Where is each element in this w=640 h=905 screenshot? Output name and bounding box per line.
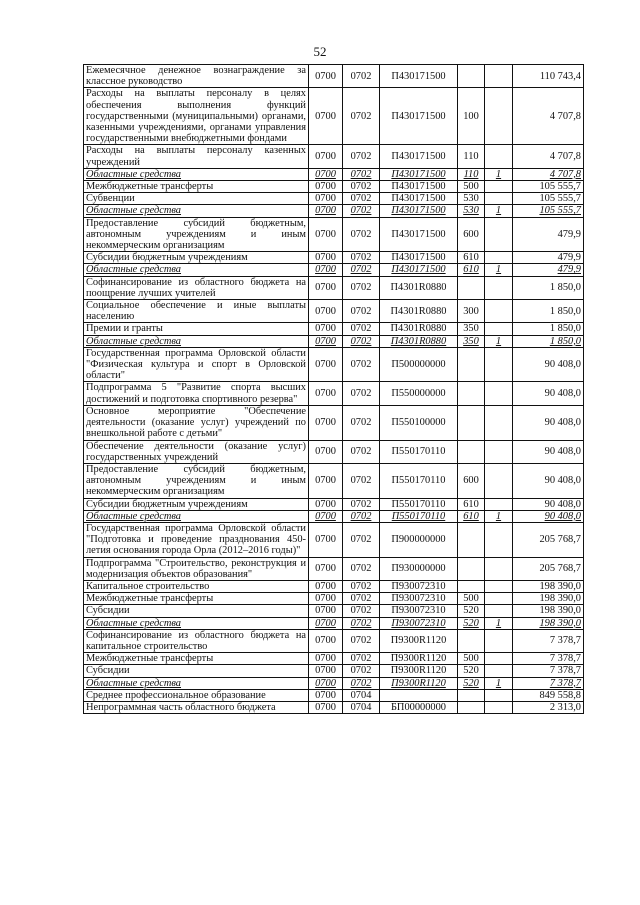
row-name-cell: Среднее профессиональное образование (84, 689, 309, 701)
expense-type-cell: 350 (458, 323, 485, 335)
subsection-code-cell: 0702 (343, 498, 380, 510)
section-code-cell: 0700 (309, 653, 343, 665)
table-row (84, 510, 584, 522)
amount-cell: 1 850,0 (513, 323, 584, 335)
funding-source-cell (485, 653, 513, 665)
funding-source-cell (485, 557, 513, 580)
expense-type-cell: 610 (458, 264, 485, 276)
table-row (84, 605, 584, 617)
section-code-cell: 0700 (309, 252, 343, 264)
table-row (84, 382, 584, 405)
expense-type-cell: 520 (458, 605, 485, 617)
row-name-cell: Областные средства (84, 677, 309, 689)
target-article-cell: П430171500 (380, 264, 458, 276)
target-article-cell: П430171500 (380, 168, 458, 180)
budget-table (83, 64, 584, 714)
subsection-code-cell: 0702 (343, 617, 380, 629)
target-article-cell: П550100000 (380, 405, 458, 440)
section-code-cell: 0700 (309, 510, 343, 522)
target-article-cell: П4301R0880 (380, 335, 458, 347)
funding-source-cell (485, 629, 513, 652)
amount-cell: 205 768,7 (513, 557, 584, 580)
amount-cell: 105 555,7 (513, 181, 584, 193)
subsection-code-cell: 0702 (343, 580, 380, 592)
amount-cell: 90 408,0 (513, 440, 584, 463)
row-name-cell: Подпрограмма 5 "Развитие спорта высших достижений и подготовка спортивного резерва" (84, 382, 309, 405)
row-name-cell: Предоставление субсидий бюджетным, автономным учреждениям и иным некоммерческим организациям (84, 463, 309, 498)
target-article-cell (380, 689, 458, 701)
section-code-cell: 0700 (309, 463, 343, 498)
row-name-cell: Межбюджетные трансферты (84, 181, 309, 193)
section-code-cell: 0700 (309, 629, 343, 652)
target-article-cell: П430171500 (380, 88, 458, 145)
target-article-cell: П550170110 (380, 463, 458, 498)
subsection-code-cell: 0702 (343, 557, 380, 580)
row-name-cell: Предоставление субсидий бюджетным, автономным учреждениям и иным некоммерческим организациям (84, 217, 309, 252)
table-row (84, 405, 584, 440)
funding-source-cell (485, 605, 513, 617)
row-name-cell: Премии и гранты (84, 323, 309, 335)
row-name-cell: Капитальное строительство (84, 580, 309, 592)
row-name-cell: Областные средства (84, 205, 309, 217)
target-article-cell: П430171500 (380, 252, 458, 264)
section-code-cell: 0700 (309, 665, 343, 677)
expense-type-cell (458, 701, 485, 713)
row-name-cell: Субсидии бюджетным учреждениям (84, 498, 309, 510)
expense-type-cell: 520 (458, 677, 485, 689)
amount-cell: 198 390,0 (513, 580, 584, 592)
section-code-cell: 0700 (309, 276, 343, 299)
subsection-code-cell: 0702 (343, 463, 380, 498)
table-row (84, 498, 584, 510)
expense-type-cell (458, 629, 485, 652)
row-name-cell: Софинансирование из областного бюджета на капитальное строительство (84, 629, 309, 652)
subsection-code-cell: 0702 (343, 193, 380, 205)
expense-type-cell: 610 (458, 510, 485, 522)
funding-source-cell: 1 (485, 617, 513, 629)
page-number: 52 (313, 44, 327, 59)
funding-source-cell (485, 252, 513, 264)
section-code-cell: 0700 (309, 605, 343, 617)
table-row (84, 335, 584, 347)
subsection-code-cell: 0702 (343, 205, 380, 217)
section-code-cell: 0700 (309, 557, 343, 580)
section-code-cell: 0700 (309, 617, 343, 629)
section-code-cell: 0700 (309, 88, 343, 145)
target-article-cell: П430171500 (380, 193, 458, 205)
table-row (84, 593, 584, 605)
section-code-cell: 0700 (309, 300, 343, 323)
subsection-code-cell: 0702 (343, 276, 380, 299)
expense-type-cell: 110 (458, 145, 485, 168)
subsection-code-cell: 0702 (343, 217, 380, 252)
expense-type-cell: 520 (458, 617, 485, 629)
section-code-cell: 0700 (309, 65, 343, 88)
table-row (84, 689, 584, 701)
subsection-code-cell: 0704 (343, 689, 380, 701)
expense-type-cell: 500 (458, 181, 485, 193)
funding-source-cell (485, 498, 513, 510)
amount-cell: 110 743,4 (513, 65, 584, 88)
table-row (84, 617, 584, 629)
row-name-cell: Расходы на выплаты персоналу казенных учреждений (84, 145, 309, 168)
section-code-cell: 0700 (309, 382, 343, 405)
target-article-cell: П4301R0880 (380, 300, 458, 323)
amount-cell: 198 390,0 (513, 605, 584, 617)
subsection-code-cell: 0702 (343, 252, 380, 264)
section-code-cell: 0700 (309, 677, 343, 689)
subsection-code-cell: 0702 (343, 181, 380, 193)
expense-type-cell: 610 (458, 252, 485, 264)
table-row (84, 205, 584, 217)
funding-source-cell (485, 701, 513, 713)
target-article-cell: П900000000 (380, 522, 458, 557)
target-article-cell: П930000000 (380, 557, 458, 580)
target-article-cell: П430171500 (380, 217, 458, 252)
section-code-cell: 0700 (309, 217, 343, 252)
target-article-cell: П550170110 (380, 440, 458, 463)
subsection-code-cell: 0702 (343, 335, 380, 347)
row-name-cell: Субсидии (84, 605, 309, 617)
target-article-cell: П930072310 (380, 617, 458, 629)
amount-cell: 90 408,0 (513, 382, 584, 405)
target-article-cell: П930072310 (380, 580, 458, 592)
target-article-cell: П430171500 (380, 65, 458, 88)
table-row (84, 557, 584, 580)
row-name-cell: Областные средства (84, 510, 309, 522)
amount-cell: 4 707,8 (513, 88, 584, 145)
amount-cell: 90 408,0 (513, 510, 584, 522)
funding-source-cell (485, 382, 513, 405)
section-code-cell: 0700 (309, 440, 343, 463)
section-code-cell: 0700 (309, 193, 343, 205)
subsection-code-cell: 0702 (343, 665, 380, 677)
row-name-cell: Основное мероприятие "Обеспечение деятельности (оказание услуг) учреждений по внешкольной работе с детьми" (84, 405, 309, 440)
section-code-cell: 0700 (309, 145, 343, 168)
subsection-code-cell: 0702 (343, 440, 380, 463)
subsection-code-cell: 0704 (343, 701, 380, 713)
expense-type-cell (458, 557, 485, 580)
amount-cell: 90 408,0 (513, 463, 584, 498)
subsection-code-cell: 0702 (343, 300, 380, 323)
section-code-cell: 0700 (309, 181, 343, 193)
section-code-cell: 0700 (309, 335, 343, 347)
table-row (84, 522, 584, 557)
row-name-cell: Субсидии бюджетным учреждениям (84, 252, 309, 264)
section-code-cell: 0700 (309, 498, 343, 510)
section-code-cell: 0700 (309, 168, 343, 180)
table-row (84, 88, 584, 145)
expense-type-cell: 350 (458, 335, 485, 347)
amount-cell: 1 850,0 (513, 300, 584, 323)
subsection-code-cell: 0702 (343, 653, 380, 665)
target-article-cell: П9300R1120 (380, 653, 458, 665)
table-row (84, 181, 584, 193)
funding-source-cell (485, 276, 513, 299)
expense-type-cell (458, 405, 485, 440)
expense-type-cell (458, 347, 485, 382)
funding-source-cell: 1 (485, 677, 513, 689)
table-row (84, 276, 584, 299)
funding-source-cell (485, 463, 513, 498)
funding-source-cell (485, 593, 513, 605)
section-code-cell: 0700 (309, 580, 343, 592)
target-article-cell: П430171500 (380, 205, 458, 217)
section-code-cell: 0700 (309, 323, 343, 335)
expense-type-cell (458, 689, 485, 701)
expense-type-cell: 100 (458, 88, 485, 145)
amount-cell: 479,9 (513, 252, 584, 264)
funding-source-cell (485, 347, 513, 382)
row-name-cell: Межбюджетные трансферты (84, 593, 309, 605)
target-article-cell: П930072310 (380, 605, 458, 617)
amount-cell: 7 378,7 (513, 629, 584, 652)
subsection-code-cell: 0702 (343, 593, 380, 605)
row-name-cell: Социальное обеспечение и иные выплаты населению (84, 300, 309, 323)
amount-cell: 205 768,7 (513, 522, 584, 557)
target-article-cell: П550170110 (380, 498, 458, 510)
row-name-cell: Областные средства (84, 264, 309, 276)
funding-source-cell: 1 (485, 510, 513, 522)
table-row (84, 677, 584, 689)
table-row (84, 65, 584, 88)
funding-source-cell (485, 689, 513, 701)
row-name-cell: Софинансирование из областного бюджета на поощрение лучших учителей (84, 276, 309, 299)
amount-cell: 7 378,7 (513, 653, 584, 665)
amount-cell: 2 313,0 (513, 701, 584, 713)
funding-source-cell: 1 (485, 205, 513, 217)
subsection-code-cell: 0702 (343, 347, 380, 382)
row-name-cell: Субвенции (84, 193, 309, 205)
funding-source-cell: 1 (485, 168, 513, 180)
subsection-code-cell: 0702 (343, 382, 380, 405)
row-name-cell: Непрограммная часть областного бюджета (84, 701, 309, 713)
table-row (84, 264, 584, 276)
funding-source-cell (485, 440, 513, 463)
table-row (84, 217, 584, 252)
expense-type-cell: 500 (458, 653, 485, 665)
amount-cell: 90 408,0 (513, 498, 584, 510)
target-article-cell: П4301R0880 (380, 276, 458, 299)
subsection-code-cell: 0702 (343, 405, 380, 440)
section-code-cell: 0700 (309, 593, 343, 605)
target-article-cell: П550000000 (380, 382, 458, 405)
amount-cell: 7 378,7 (513, 665, 584, 677)
target-article-cell: П430171500 (380, 181, 458, 193)
row-name-cell: Субсидии (84, 665, 309, 677)
table-row (84, 347, 584, 382)
subsection-code-cell: 0702 (343, 145, 380, 168)
expense-type-cell: 530 (458, 193, 485, 205)
row-name-cell: Областные средства (84, 617, 309, 629)
table-row (84, 300, 584, 323)
expense-type-cell (458, 276, 485, 299)
target-article-cell: П930072310 (380, 593, 458, 605)
amount-cell: 479,9 (513, 217, 584, 252)
expense-type-cell (458, 580, 485, 592)
target-article-cell: БП00000000 (380, 701, 458, 713)
row-name-cell: Межбюджетные трансферты (84, 653, 309, 665)
amount-cell: 90 408,0 (513, 347, 584, 382)
amount-cell: 4 707,8 (513, 168, 584, 180)
section-code-cell: 0700 (309, 205, 343, 217)
table-row (84, 463, 584, 498)
budget-table-body (84, 65, 584, 714)
table-row (84, 323, 584, 335)
target-article-cell: П430171500 (380, 145, 458, 168)
expense-type-cell (458, 65, 485, 88)
section-code-cell: 0700 (309, 522, 343, 557)
row-name-cell: Подпрограмма "Строительство, реконструкция и модернизация объектов образования" (84, 557, 309, 580)
funding-source-cell (485, 405, 513, 440)
funding-source-cell (485, 193, 513, 205)
funding-source-cell (485, 88, 513, 145)
amount-cell: 1 850,0 (513, 276, 584, 299)
row-name-cell: Государственная программа Орловской области "Подготовка и проведение празднования 450-летия основания города Орла (2012–2016 годы)" (84, 522, 309, 557)
subsection-code-cell: 0702 (343, 510, 380, 522)
table-row (84, 252, 584, 264)
row-name-cell: Ежемесячное денежное вознаграждение за классное руководство (84, 65, 309, 88)
table-row (84, 629, 584, 652)
amount-cell: 105 555,7 (513, 193, 584, 205)
target-article-cell: П500000000 (380, 347, 458, 382)
funding-source-cell (485, 323, 513, 335)
expense-type-cell: 600 (458, 217, 485, 252)
table-row (84, 440, 584, 463)
section-code-cell: 0700 (309, 405, 343, 440)
funding-source-cell (485, 665, 513, 677)
funding-source-cell (485, 145, 513, 168)
section-code-cell: 0700 (309, 689, 343, 701)
target-article-cell: П550170110 (380, 510, 458, 522)
amount-cell: 198 390,0 (513, 593, 584, 605)
funding-source-cell (485, 217, 513, 252)
subsection-code-cell: 0702 (343, 264, 380, 276)
target-article-cell: П4301R0880 (380, 323, 458, 335)
amount-cell: 90 408,0 (513, 405, 584, 440)
amount-cell: 105 555,7 (513, 205, 584, 217)
table-row (84, 145, 584, 168)
expense-type-cell: 520 (458, 665, 485, 677)
expense-type-cell (458, 440, 485, 463)
funding-source-cell: 1 (485, 264, 513, 276)
table-row (84, 701, 584, 713)
expense-type-cell (458, 382, 485, 405)
subsection-code-cell: 0702 (343, 605, 380, 617)
target-article-cell: П9300R1120 (380, 677, 458, 689)
subsection-code-cell: 0702 (343, 522, 380, 557)
table-row (84, 665, 584, 677)
row-name-cell: Расходы на выплаты персоналу в целях обеспечения выполнения функций государственными (муниципальными) органами, казенными учреждениями, органами управления государственными внебюджетными фондами (84, 88, 309, 145)
funding-source-cell (485, 522, 513, 557)
funding-source-cell (485, 65, 513, 88)
row-name-cell: Областные средства (84, 168, 309, 180)
funding-source-cell (485, 181, 513, 193)
funding-source-cell (485, 580, 513, 592)
table-row (84, 580, 584, 592)
target-article-cell: П9300R1120 (380, 665, 458, 677)
subsection-code-cell: 0702 (343, 65, 380, 88)
amount-cell: 198 390,0 (513, 617, 584, 629)
subsection-code-cell: 0702 (343, 88, 380, 145)
expense-type-cell (458, 522, 485, 557)
funding-source-cell (485, 300, 513, 323)
subsection-code-cell: 0702 (343, 323, 380, 335)
amount-cell: 7 378,7 (513, 677, 584, 689)
amount-cell: 849 558,8 (513, 689, 584, 701)
expense-type-cell: 600 (458, 463, 485, 498)
table-row (84, 193, 584, 205)
expense-type-cell: 500 (458, 593, 485, 605)
expense-type-cell: 300 (458, 300, 485, 323)
table-row (84, 653, 584, 665)
expense-type-cell: 610 (458, 498, 485, 510)
table-row (84, 168, 584, 180)
section-code-cell: 0700 (309, 347, 343, 382)
subsection-code-cell: 0702 (343, 168, 380, 180)
section-code-cell: 0700 (309, 264, 343, 276)
subsection-code-cell: 0702 (343, 629, 380, 652)
subsection-code-cell: 0702 (343, 677, 380, 689)
section-code-cell: 0700 (309, 701, 343, 713)
row-name-cell: Обеспечение деятельности (оказание услуг) государственных учреждений (84, 440, 309, 463)
target-article-cell: П9300R1120 (380, 629, 458, 652)
amount-cell: 479,9 (513, 264, 584, 276)
expense-type-cell: 530 (458, 205, 485, 217)
row-name-cell: Государственная программа Орловской области "Физическая культура и спорт в Орловской области" (84, 347, 309, 382)
funding-source-cell: 1 (485, 335, 513, 347)
amount-cell: 4 707,8 (513, 145, 584, 168)
expense-type-cell: 110 (458, 168, 485, 180)
row-name-cell: Областные средства (84, 335, 309, 347)
amount-cell: 1 850,0 (513, 335, 584, 347)
